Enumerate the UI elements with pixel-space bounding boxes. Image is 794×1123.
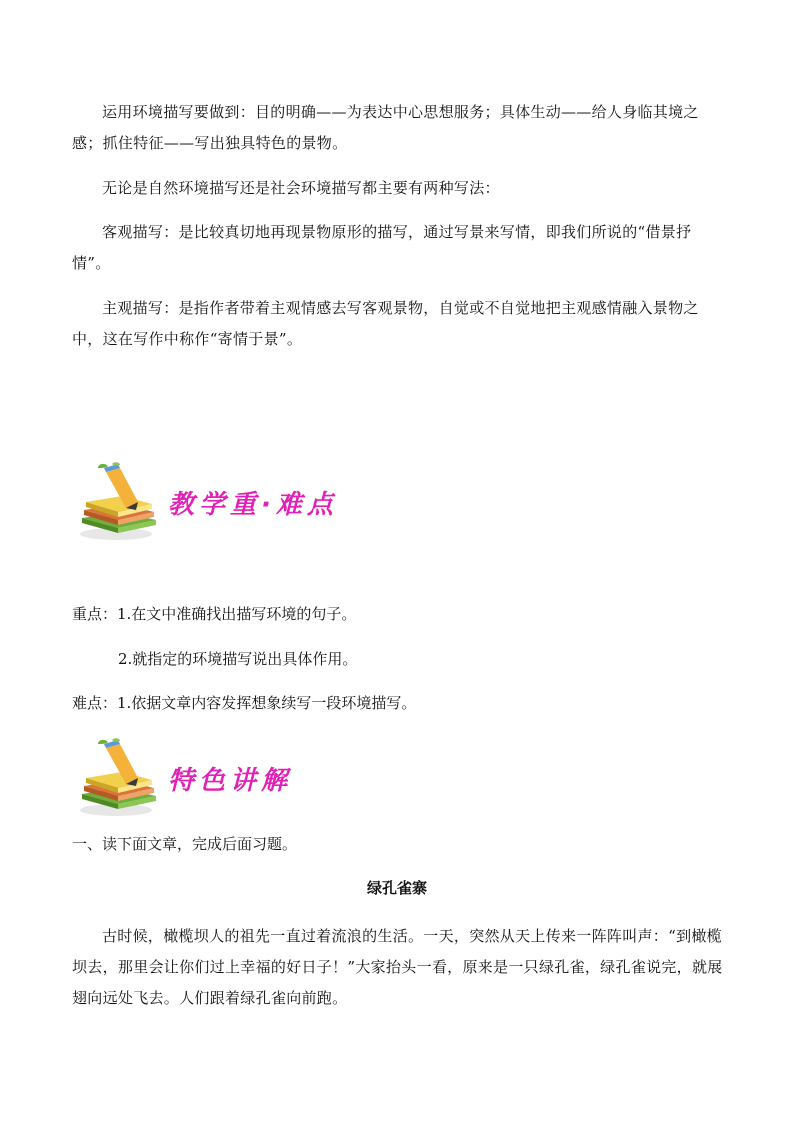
intro-paragraph-4: 主观描写：是指作者带着主观情感去写客观景物，自觉或不自觉地把主观感情融入景物之中，这在写作中称作“寄情于景”。: [72, 299, 699, 348]
difficulty-point-1: 难点：1.依据文章内容发挥想象续写一段环境描写。: [72, 694, 417, 712]
section-heading-key-points: [76, 462, 338, 542]
books-with-pencil-icon: [76, 738, 160, 818]
article-paragraph-1: 古时候，橄榄坝人的祖先一直过着流浪的生活。一天，突然从天上传来一阵阵叫声：“到橄榄坝去，那里会让你们过上幸福的好日子！”大家抬头一看，原来是一只绿孔雀，绿孔雀说完，就展翅向远处飞去。人们跟着绿孔雀向前跑。: [72, 927, 723, 1007]
section-heading-special-explanation: [76, 738, 292, 818]
section-title: 特色讲解: [168, 765, 293, 796]
section-title: 教学重·难点: [168, 489, 338, 520]
books-with-pencil-icon: [76, 462, 160, 542]
key-point-1: 重点：1.在文中准确找出描写环境的句子。: [72, 605, 357, 623]
key-point-2: 2.就指定的环境描写说出具体作用。: [118, 650, 358, 668]
reading-instruction: 一、读下面文章，完成后面习题。: [72, 835, 298, 853]
intro-paragraph-1: 运用环境描写要做到：目的明确——为表达中心思想服务；具体生动——给人身临其境之感；抓住特征——写出独具特色的景物。: [72, 103, 699, 152]
intro-paragraph-3: 客观描写：是比较真切地再现景物原形的描写，通过写景来写情，即我们所说的“借景抒情”。: [72, 223, 692, 272]
intro-paragraph-2: 无论是自然环境描写还是社会环境描写都主要有两种写法：: [102, 179, 500, 197]
article-title: 绿孔雀寨: [366, 879, 427, 897]
